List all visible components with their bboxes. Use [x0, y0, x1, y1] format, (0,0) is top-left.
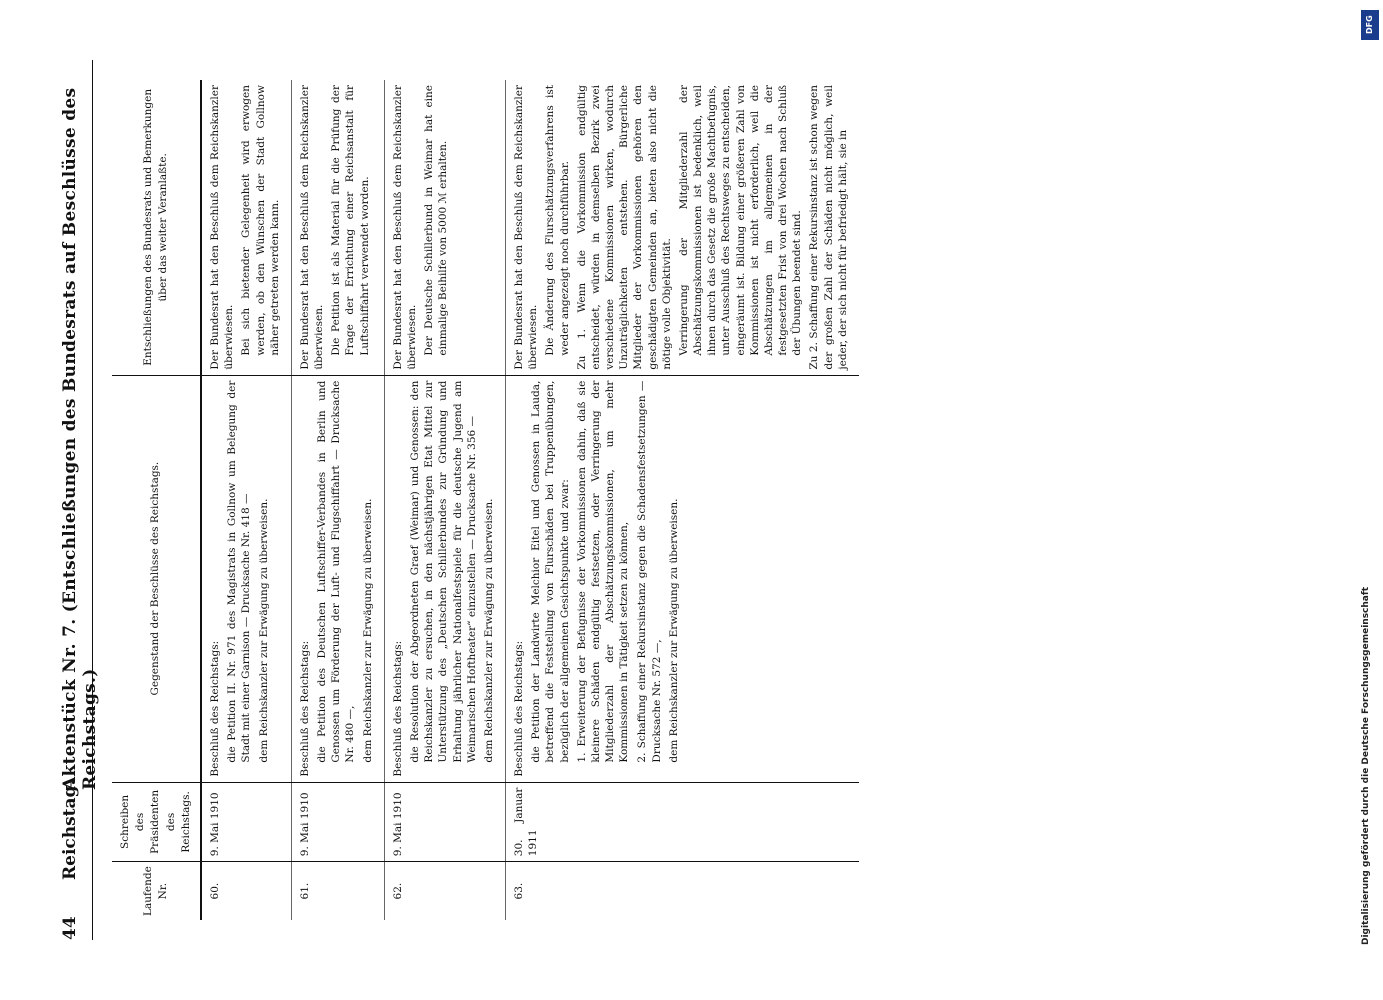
subject-text: die Petition der Landwirte Melchior Eitel und Genossen in Lauda, betreffend die Feststellung von Flurschäden bei Truppenübungen, bezüglich der allgemeinen Gesichtspunkte und zwar:: [530, 380, 571, 763]
subject-text: Beschluß des Reichstags:: [209, 640, 222, 777]
letter-date: 9. Mai 1910: [384, 782, 505, 862]
decision-cell: [291, 80, 384, 375]
subject-cell: [201, 375, 291, 782]
decision-text: Der Bundesrat hat den Beschluß dem Reichskanzler überwiesen.: [298, 85, 326, 370]
decision-text: Der Bundesrat hat den Beschluß dem Reichskanzler überwiesen.: [391, 85, 418, 370]
decision-text: Verringerung der Mitgliederzahl der Abschätzungskommissionen ist bedenklich, weil ihnen durch das Gesetz die große Machtbefugnis, unter Ausschluß des Rechtsweges zu entscheiden, eingeräumt ist. Bildung einer größeren Zahl von Kommissionen ist nicht erforderlich, weil die Abschätzungen im allgemeinen in der festgesetzten Frist von drei Wochen nach Schluß der Übungen beendet sind.: [677, 85, 804, 356]
row-number: 62.: [384, 862, 505, 920]
table-row: [201, 80, 291, 920]
page-header: [60, 60, 100, 940]
letter-date: 9. Mai 1910: [291, 782, 384, 862]
decision-text: Der Bundesrat hat den Beschluß dem Reichskanzler überwiesen.: [209, 85, 236, 370]
subject-text: Beschluß des Reichstags:: [391, 640, 404, 777]
decision-text: Zu 2. Schaffung einer Rekursinstanz ist schon wegen der großen Zahl der Schäden nicht möglich, weil jeder, der sich nicht für befriedigt hält, sie in: [808, 85, 849, 370]
column-header-subject: Gegenstand der Beschlüsse des Reichstags.: [112, 375, 201, 782]
column-header-decision: Entschließungen des Bundesrats und Bemerkungen über das weiter Veranlaßte.: [112, 80, 201, 375]
letter-date: 30. Januar 1911: [506, 782, 859, 862]
subject-text: die Petition des Deutschen Luftschiffer-Verbandes in Berlin und Genossen um Förderung der Luft- und Flugschiffahrt — Drucksache Nr. 480 —,: [316, 380, 357, 763]
header-rule: [92, 60, 93, 940]
decision-text: Der Deutsche Schillerbund in Weimar hat eine einmalige Beihilfe von 5000 ℳ erhalten.: [423, 85, 450, 356]
page-number: 44: [60, 916, 80, 940]
decision-cell: [201, 80, 291, 375]
decision-text: Bei sich bietender Gelegenheit wird erwogen werden, ob den Wünschen der Stadt Gollnow näher getreten werden kann.: [240, 85, 281, 356]
subject-text: dem Reichskanzler zur Erwägung zu überweisen.: [667, 498, 680, 763]
table-row: [506, 80, 859, 920]
column-header-letter: Schreiben des Präsidenten des Reichstags.: [112, 782, 201, 862]
row-number: 63.: [506, 862, 859, 920]
table-header-row: [112, 80, 201, 920]
subject-text: dem Reichskanzler zur Erwägung zu überweisen.: [257, 498, 270, 763]
letter-date: 9. Mai 1910: [201, 782, 291, 862]
subject-text: 1. Erweiterung der Befugnisse der Vorkommissionen dahin, daß sie kleinere Schäden endgültig festsetzen, oder Verringerung der Mitgliederzahl der Abschätzungskommissionen, um mehr Kommissionen in Tätigkeit setzen zu können,: [575, 380, 631, 763]
row-number: 61.: [291, 862, 384, 920]
table-row: [384, 80, 505, 920]
row-number: 60.: [209, 882, 222, 900]
decision-text: Die Petition ist als Material für die Prüfung der Frage der Errichtung einer Reichsanstalt für Luftschiffahrt verwendet worden.: [330, 85, 371, 356]
subject-text: die Resolution der Abgeordneten Graef (Weimar) und Genossen: den Reichskanzler zu ersuchen, in den nächstjährigen Etat Mittel zur Unterstützung des „Deutschen Schillerbundes zur Gründung und Erhaltung jährlicher Nationalfestspiele für die deutsche Jugend am Weimarischen Hoftheater“ einzustellen — Drucksache Nr. 356 —: [408, 380, 478, 763]
decision-text: Der Bundesrat hat den Beschluß dem Reichskanzler überwiesen.: [513, 85, 540, 370]
decision-cell: [506, 80, 859, 375]
decision-text: Zu 1. Wenn die Vorkommission endgültig entscheidet, würden in demselben Bezirk zwei verschiedene Kommissionen wirken, wodurch Unzuträglichkeiten entstehen. Bürgerliche Mitglieder der Vorkommissionen gehören den geschädigten Gemeinden an, bieten also nicht die nötige volle Objektivität.: [575, 85, 673, 370]
dfg-logo: DFG: [1361, 10, 1379, 40]
column-header-nr: Laufende Nr.: [112, 862, 201, 920]
decision-cell: [384, 80, 505, 375]
subject-text: Beschluß des Reichstags:: [513, 640, 526, 777]
decision-text: Die Änderung des Flurschätzungsverfahrens ist weder angezeigt noch durchführbar.: [544, 85, 571, 356]
document-title: Aktenstück Nr. 7. (Entschließungen des Bundesrats auf Beschlüsse des Reichstags.): [60, 87, 100, 790]
table-row: [291, 80, 384, 920]
subject-cell: [291, 375, 384, 782]
subject-text: dem Reichskanzler zur Erwägung zu überweisen.: [361, 498, 374, 763]
decisions-table: [112, 80, 859, 920]
subject-cell: [384, 375, 505, 782]
subject-text: Beschluß des Reichstags:: [298, 640, 311, 777]
subject-text: dem Reichskanzler zur Erwägung zu überweisen.: [482, 498, 495, 763]
subject-text: die Petition II. Nr. 971 des Magistrats in Gollnow um Belegung der Stadt mit einer Garnison — Drucksache Nr. 418 —: [226, 380, 253, 763]
digitization-credit: Digitalisierung gefördert durch die Deutsche Forschungsgemeinschaft: [1361, 586, 1371, 945]
subject-text: 2. Schaffung einer Rekursinstanz gegen die Schadensfestsetzungen — Drucksache Nr. 572 —,: [636, 380, 663, 763]
subject-cell: [506, 375, 859, 782]
running-title: Reichstag.: [60, 779, 80, 880]
